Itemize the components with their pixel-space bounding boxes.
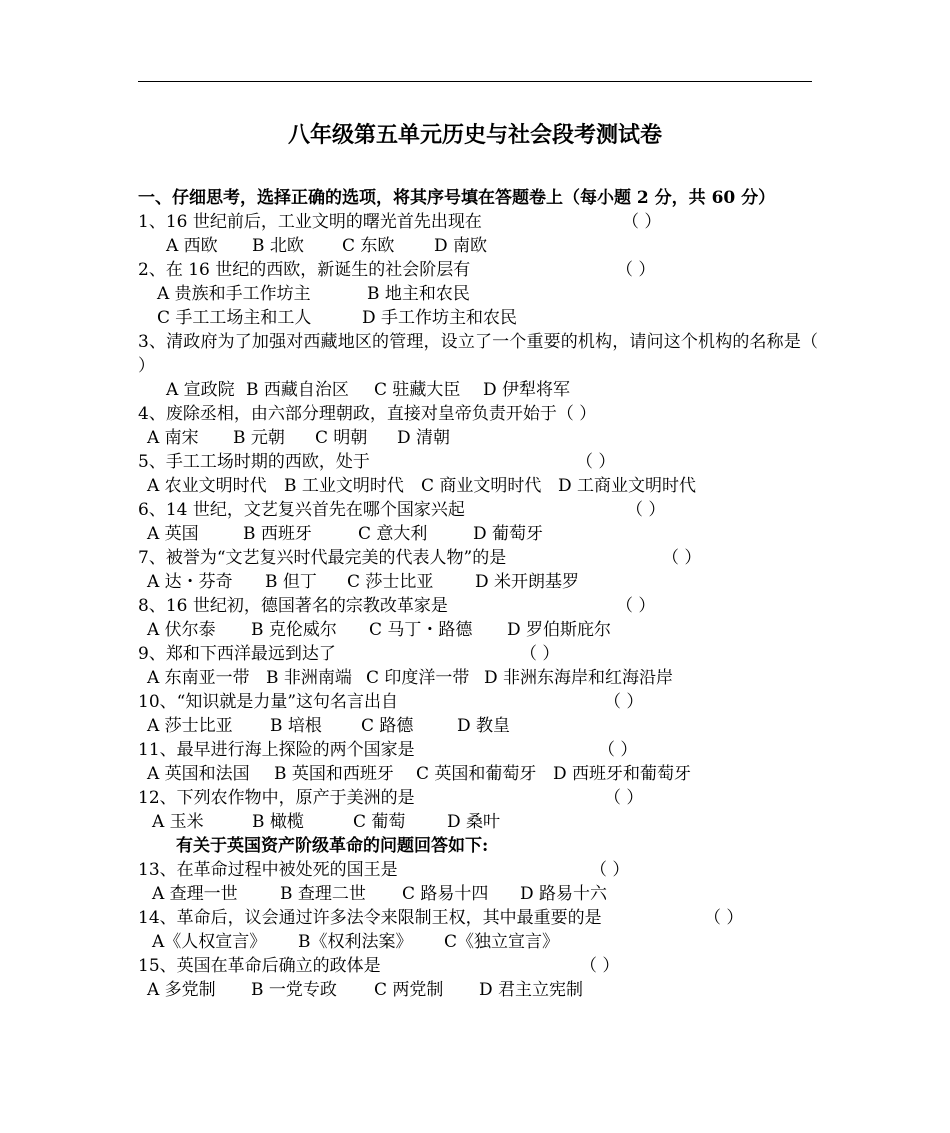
options-1 <box>138 234 818 258</box>
options-2b <box>138 306 818 330</box>
question-section <box>138 186 818 1002</box>
option-c: C 明朝 <box>315 428 368 448</box>
options-9 <box>138 666 818 690</box>
options-14 <box>138 930 818 954</box>
answer-paren: （ ） <box>616 596 656 616</box>
options-12 <box>138 810 818 834</box>
option-a: A 英国和法国 <box>147 764 250 784</box>
option-d: D 非洲东海岸和红海沿岸 <box>484 668 674 688</box>
options-5 <box>138 474 818 498</box>
options-11 <box>138 762 818 786</box>
option-c: C 手工工场主和工人 <box>157 308 312 328</box>
question-text: 2、在 16 世纪的西欧，新诞生的社会阶层有 <box>138 260 471 280</box>
option-d: D 教皇 <box>457 716 511 736</box>
options-7 <box>138 570 818 594</box>
option-b: B 地主和农民 <box>367 284 470 304</box>
question-3: 3、清政府为了加强对西藏地区的管理，设立了一个重要的机构，请问这个机构的名称是（ ） <box>138 332 818 376</box>
question-text: 14、革命后，议会通过许多法令来限制王权，其中最重要的是 <box>138 908 602 928</box>
question-text: 5、手工工场时期的西欧，处于 <box>138 452 370 472</box>
option-a: A 莎士比亚 <box>147 716 233 736</box>
option-b: B 西藏自治区 <box>246 380 349 400</box>
option-c: C 两党制 <box>374 980 444 1000</box>
question-14 <box>138 906 818 930</box>
option-a: A 达・芬奇 <box>147 572 233 592</box>
question-text: 13、在革命过程中被处死的国王是 <box>138 860 398 880</box>
option-d: D 桑叶 <box>447 812 501 832</box>
option-d: D 葡萄牙 <box>473 524 544 544</box>
question-13 <box>138 858 818 882</box>
option-a: A 南宋 <box>147 428 199 448</box>
option-b: B 一党专政 <box>251 980 337 1000</box>
question-5 <box>138 450 818 474</box>
option-a: A 西欧 <box>166 236 218 256</box>
answer-paren: （ ） <box>520 644 560 664</box>
option-a: A 英国 <box>147 524 199 544</box>
option-b: B 橄榄 <box>252 812 304 832</box>
option-a: A 宣政院 <box>166 380 235 400</box>
question-2 <box>138 258 818 282</box>
question-10 <box>138 690 818 714</box>
options-13 <box>138 882 818 906</box>
option-b: B《权利法案》 <box>298 932 413 952</box>
option-b: B 但丁 <box>265 572 317 592</box>
option-c: C 印度洋一带 <box>366 668 470 688</box>
options-3 <box>138 378 818 402</box>
question-text: 6、14 世纪，文艺复兴首先在哪个国家兴起 <box>138 500 465 520</box>
question-7 <box>138 546 818 570</box>
answer-paren: （ ） <box>626 500 666 520</box>
answer-paren: （ ） <box>604 692 644 712</box>
option-a: A 贵族和手工作坊主 <box>157 284 311 304</box>
option-d: D 工商业文明时代 <box>558 476 697 496</box>
option-c: C《独立宣言》 <box>444 932 560 952</box>
option-b: B 西班牙 <box>243 524 312 544</box>
question-text: 1、16 世纪前后，工业文明的曙光首先出现在 <box>138 212 482 232</box>
document-title: 八年级第五单元历史与社会段考测试卷 <box>287 122 662 148</box>
options-4 <box>138 426 818 450</box>
option-a: A 查理一世 <box>152 884 238 904</box>
option-b: B 英国和西班牙 <box>274 764 394 784</box>
question-text: 15、英国在革命后确立的政体是 <box>138 956 381 976</box>
question-15 <box>138 954 818 978</box>
question-4 <box>138 402 818 426</box>
section-heading: 一、仔细思考，选择正确的选项，将其序号填在答题卷上（每小题 2 分，共 60 分） <box>138 188 776 208</box>
question-text: 12、下列农作物中，原产于美洲的是 <box>138 788 415 808</box>
options-8 <box>138 618 818 642</box>
option-b: B 北欧 <box>252 236 304 256</box>
option-c: C 莎士比亚 <box>347 572 434 592</box>
option-d: D 罗伯斯庇尔 <box>507 620 612 640</box>
option-d: D 南欧 <box>434 236 488 256</box>
option-b: B 工业文明时代 <box>284 476 404 496</box>
question-8 <box>138 594 818 618</box>
options-2a <box>138 282 818 306</box>
answer-paren: （ ） <box>616 260 656 280</box>
options-10 <box>138 714 818 738</box>
top-rule <box>138 81 812 82</box>
answer-paren: （ ） <box>590 860 630 880</box>
question-9 <box>138 642 818 666</box>
option-d: D 清朝 <box>397 428 451 448</box>
option-b: B 非洲南端 <box>266 668 352 688</box>
answer-paren: （ ） <box>704 908 744 928</box>
option-c: C 英国和葡萄牙 <box>416 764 537 784</box>
question-text: 7、被誉为“文艺复兴时代最完美的代表人物”的是 <box>138 548 507 568</box>
option-a: A 玉米 <box>152 812 204 832</box>
option-d: D 君主立宪制 <box>479 980 584 1000</box>
option-a: A 农业文明时代 <box>147 476 267 496</box>
option-c: C 葡萄 <box>353 812 406 832</box>
option-d: D 路易十六 <box>520 884 608 904</box>
option-a: A 多党制 <box>147 980 216 1000</box>
option-a: A 东南亚一带 <box>147 668 250 688</box>
option-c: C 驻藏大臣 <box>374 380 461 400</box>
question-text: 4、废除丞相，由六部分理朝政，直接对皇帝负责开始于（ ） <box>138 404 597 424</box>
option-c: C 商业文明时代 <box>421 476 542 496</box>
option-b: B 培根 <box>270 716 322 736</box>
question-6 <box>138 498 818 522</box>
question-text: 9、郑和下西洋最远到达了 <box>138 644 336 664</box>
option-c: C 路德 <box>361 716 414 736</box>
option-d: D 米开朗基罗 <box>475 572 580 592</box>
answer-paren: （ ） <box>598 740 638 760</box>
option-d: D 伊犁将军 <box>483 380 571 400</box>
answer-paren: （ ） <box>662 548 702 568</box>
option-d: D 西班牙和葡萄牙 <box>553 764 692 784</box>
option-b: B 查理二世 <box>280 884 366 904</box>
option-a: A《人权宣言》 <box>152 932 267 952</box>
option-c: C 马丁・路德 <box>369 620 473 640</box>
question-1 <box>138 210 818 234</box>
question-text: 11、最早进行海上探险的两个国家是 <box>138 740 415 760</box>
answer-paren: （ ） <box>580 956 620 976</box>
options-6 <box>138 522 818 546</box>
options-15 <box>138 978 818 1002</box>
question-12 <box>138 786 818 810</box>
section-note: 有关于英国资产阶级革命的问题回答如下: <box>176 836 489 856</box>
answer-paren: （ ） <box>622 212 662 232</box>
question-text: 10、“知识就是力量”这句名言出自 <box>138 692 399 712</box>
option-d: D 手工作坊主和农民 <box>362 308 518 328</box>
answer-paren: （ ） <box>576 452 616 472</box>
option-c: C 意大利 <box>358 524 428 544</box>
answer-paren: （ ） <box>604 788 644 808</box>
option-c: C 东欧 <box>342 236 395 256</box>
option-b: B 克伦威尔 <box>251 620 337 640</box>
option-a: A 伏尔泰 <box>147 620 216 640</box>
option-c: C 路易十四 <box>402 884 489 904</box>
question-11 <box>138 738 818 762</box>
option-b: B 元朝 <box>233 428 285 448</box>
question-text: 8、16 世纪初，德国著名的宗教改革家是 <box>138 596 448 616</box>
